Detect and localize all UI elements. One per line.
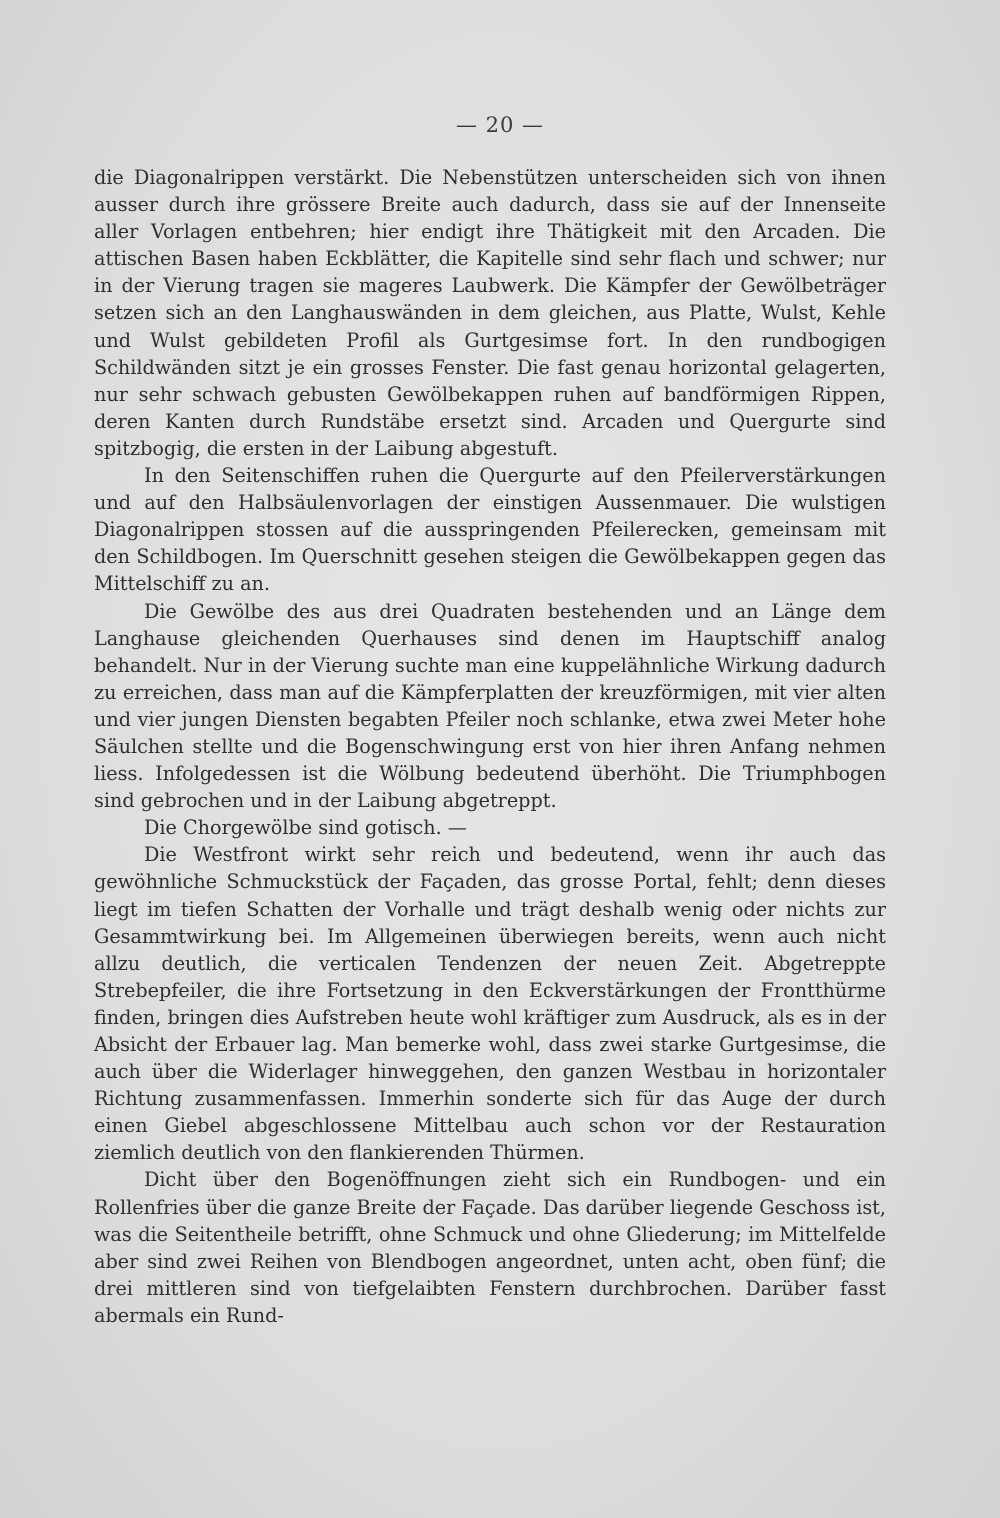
- paragraph-4: Die Chorgewölbe sind gotisch. —: [144, 816, 467, 840]
- paragraph-3: Die Gewölbe des aus drei Quadraten bestehenden und an Länge dem Langhause gleichenden Querhauses sind denen im Hauptschiff analog behandelt. Nur in der Vierung suchte man eine kuppelähnliche Wirkung dadurch zu erreichen, dass man auf die Kämpferplatten der kreuzförmigen, mit vier alten und vier jungen Diensten begabten Pfeiler noch schlanke, etwa zwei Meter hohe Säulchen stellte und die Bogenschwingung erst von hier ihren Anfang nehmen liess. Infolgedessen ist die Wölbung bedeutend überhöht. Die Triumphbogen sind gebrochen und in der Laibung abgetreppt.: [94, 599, 886, 813]
- body-text: [94, 164, 886, 1329]
- paragraph-5: Die Westfront wirkt sehr reich und bedeutend, wenn ihr auch das gewöhnliche Schmuckstück der Façaden, das grosse Portal, fehlt; denn dieses liegt im tiefen Schatten der Vorhalle und trägt deshalb wenig oder nichts zur Gesammtwirkung bei. Im Allgemeinen überwiegen bereits, wenn auch nicht allzu deutlich, die verticalen Tendenzen der neuen Zeit. Abgetreppte Strebepfeiler, die ihre Fortsetzung in den Eckverstärkungen der Frontthürme finden, bringen dies Aufstreben heute wohl kräftiger zum Ausdruck, als es in der Absicht der Erbauer lag. Man bemerke wohl, dass zwei starke Gurtgesimse, die auch über die Widerlager hinweggehen, den ganzen Westbau in horizontaler Richtung zusammenfassen. Immerhin sonderte sich für das Auge der durch einen Giebel abgeschlossene Mittelbau auch schon vor der Restauration ziemlich deutlich von den flankierenden Thürmen.: [94, 843, 886, 1165]
- paragraph-2: In den Seitenschiffen ruhen die Quergurte auf den Pfeilerverstärkungen und auf den Halbsäulenvorlagen der einstigen Aussenmauer. Die wulstigen Diagonalrippen stossen auf die ausspringenden Pfeilerecken, gemeinsam mit den Schildbogen. Im Querschnitt gesehen steigen die Gewölbekappen gegen das Mittelschiff zu an.: [94, 464, 886, 596]
- page-number: — 20 —: [455, 113, 545, 137]
- paragraph-1: die Diagonalrippen verstärkt. Die Nebenstützen unterscheiden sich von ihnen ausser durch ihre grössere Breite auch dadurch, dass sie auf der Innenseite aller Vorlagen entbehren; hier endigt ihre Thätigkeit mit den Arcaden. Die attischen Basen haben Eckblätter, die Kapitelle sind sehr flach und schwer; nur in der Vierung tragen sie mageres Laubwerk. Die Kämpfer der Gewölbeträger setzen sich an den Langhauswänden in dem gleichen, aus Platte, Wulst, Kehle und Wulst gebildeten Profil als Gurtgesimse fort. In den rundbogigen Schildwänden sitzt je ein grosses Fenster. Die fast genau horizontal gelagerten, nur sehr schwach gebusten Gewölbekappen ruhen auf bandförmigen Rippen, deren Kanten durch Rundstäbe ersetzt sind. Arcaden und Quergurte sind spitzbogig, die ersten in der Laibung abgestuft.: [94, 166, 886, 460]
- paragraph-6: Dicht über den Bogenöffnungen zieht sich ein Rundbogen- und ein Rollenfries über die ganze Breite der Façade. Das darüber liegende Geschoss ist, was die Seitentheile betrifft, ohne Schmuck und ohne Gliederung; im Mittelfelde aber sind zwei Reihen von Blendbogen angeordnet, unten acht, oben fünf; die drei mittleren sind von tiefgelaibten Fenstern durchbrochen. Darüber fasst abermals ein Rund-: [94, 1168, 886, 1327]
